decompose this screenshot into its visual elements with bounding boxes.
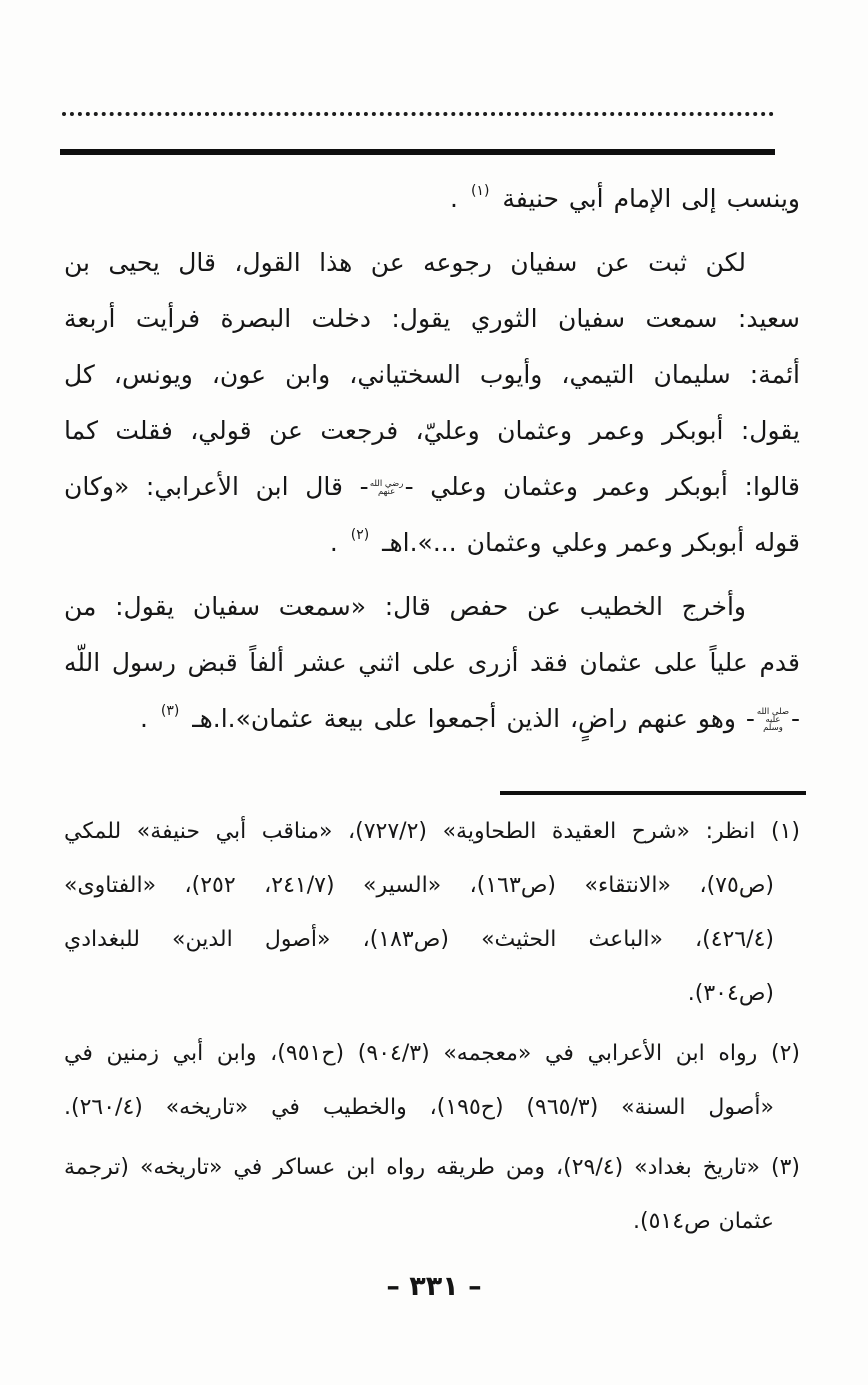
text-run: (٢) رواه ابن الأعرابي في «معجمه» (٩٠٤/٣) (ح٩٥١)، وابن أبي زمنين في: [64, 1041, 800, 1066]
footnote-line: [64, 859, 800, 913]
text-run: وينسب إلى الإمام أبي حنيفة: [492, 184, 800, 213]
top-dotted-rule: [62, 112, 774, 116]
footnote-marker: (١): [470, 183, 490, 199]
page-number: – ٣٣١ –: [386, 1271, 482, 1302]
text-line: [64, 691, 800, 747]
footnote-marker: (٢): [350, 527, 370, 543]
footnote-item: [64, 805, 800, 1021]
text-run: قالوا: أبوبكر وعمر وعثمان وعلي -: [404, 472, 800, 501]
text-run: (١) انظر: «شرح العقيدة الطحاوية» (٧٢٧/٢)، «مناقب أبي حنيفة» للمكي: [64, 819, 800, 844]
text-run: .: [450, 184, 468, 213]
footnotes: [64, 805, 800, 1249]
text-line: [64, 635, 800, 691]
text-line: [64, 347, 800, 403]
text-line: [64, 171, 800, 227]
text-run: قدم علياً على عثمان فقد أزرى على اثني عشر ألفاً قبض رسول اللّه: [64, 648, 800, 677]
footnote-line: [64, 1195, 800, 1249]
text-run: - قال ابن الأعرابي: «وكان: [64, 472, 369, 501]
sallallahu-alayhi-wasallam-stamp: صلى الله عليه وسلم: [756, 707, 790, 733]
text-run: قوله أبوبكر وعمر وعلي وعثمان ...».اهـ: [372, 528, 800, 557]
footnote-item: [64, 1027, 800, 1135]
text-run: .: [329, 528, 348, 557]
text-run: يقول: أبوبكر وعمر وعثمان وعليّ، فرجعت عن قولي، فقلت كما: [64, 416, 800, 445]
footnote-line: [64, 1081, 800, 1135]
footnote-item: [64, 1141, 800, 1249]
footnote-line: [64, 913, 800, 967]
text-run: أئمة: سليمان التيمي، وأيوب السختياني، وابن عون، ويونس، كل: [64, 360, 800, 389]
footnote-line: [64, 805, 800, 859]
text-run: سعيد: سمعت سفيان الثوري يقول: دخلت البصرة فرأيت أربعة: [64, 304, 800, 333]
footnote-marker: (٣): [160, 703, 180, 719]
footnote-line: [64, 967, 800, 1021]
footnote-line: [64, 1027, 800, 1081]
text-run: وأخرج الخطيب عن حفص قال: «سمعت سفيان يقول: من: [64, 592, 746, 621]
text-line: [64, 579, 800, 635]
footnote-line: [64, 1141, 800, 1195]
header-rule: [60, 149, 775, 155]
text-run: (ص٧٥)، «الانتقاء» (ص١٦٣)، «السير» (٢٤١/٧، ٢٥٢)، «الفتاوى»: [64, 873, 774, 898]
main-text: [64, 171, 800, 747]
text-line: [64, 235, 800, 291]
text-run: عثمان ص٥١٤).: [633, 1209, 774, 1234]
text-line: [64, 403, 800, 459]
text-line: [64, 459, 800, 515]
text-run: -: [790, 704, 800, 733]
text-run: .: [139, 704, 158, 733]
text-run: - وهو عنهم راضٍ، الذين أجمعوا على بيعة عثمان».ا.هـ: [182, 704, 755, 733]
text-run: (٣) «تاريخ بغداد» (٢٩/٤)، ومن طريقه رواه ابن عساكر في «تاريخه» (ترجمة: [64, 1155, 801, 1180]
radi-allahu-anhum-stamp: رضي الله عنهم: [369, 479, 404, 497]
text-run: (ص٣٠٤).: [687, 981, 774, 1006]
text-run: لكن ثبت عن سفيان رجوعه عن هذا القول، قال يحيى بن: [64, 248, 746, 277]
text-run: «أصول السنة» (٩٦٥/٣) (ح١٩٥)، والخطيب في «تاريخه» (٢٦٠/٤).: [64, 1095, 774, 1120]
text-line: [64, 291, 800, 347]
footnote-separator-rule: [500, 791, 806, 795]
text-line: [64, 515, 800, 571]
text-run: (٤٢٦/٤)، «الباعث الحثيث» (ص١٨٣)، «أصول الدين» للبغدادي: [64, 927, 774, 952]
